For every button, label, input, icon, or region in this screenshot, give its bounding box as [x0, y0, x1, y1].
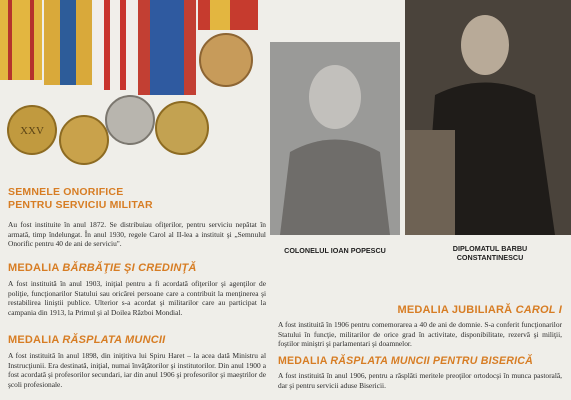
title-plain: MEDALIA	[8, 262, 63, 274]
title-italic: CAROL I	[515, 304, 562, 316]
title-plain: MEDALIA	[278, 355, 331, 367]
caption-line: DIPLOMATUL BARBU	[452, 244, 528, 253]
portrait-diplomat-photo	[405, 0, 571, 235]
caption-photo2	[420, 244, 560, 262]
section-title-biserica	[278, 355, 564, 367]
medals-image	[0, 0, 270, 175]
section-title-jubiliara	[278, 304, 562, 316]
title-italic: BĂRBĂŢIE ŞI CREDINŢĂ	[62, 262, 197, 274]
title-italic: RĂSPLATA MUNCII	[62, 334, 166, 346]
section-title-barbatie	[8, 262, 197, 274]
title-plain: MEDALIA JUBILIARĂ	[397, 304, 516, 316]
section-body-jubiliara: A fost instituită în 1906 pentru comemorarea a 40 de ani de domnie. S-a conferit funcţionarilor Statului în funcţie, militarilor de orice grad în activitate, disponibilitate, rezervă şi miliţii, foştilor miniştri şi parlamentari şi doamnelor.	[278, 320, 562, 349]
title-italic: RĂSPLATA MUNCII PENTRU BISERICĂ	[330, 355, 533, 367]
section-title-rasplata	[8, 334, 165, 346]
medals-illustration	[0, 0, 270, 175]
caption-line: CONSTANTINESCU	[456, 253, 524, 262]
section-body-rasplata: A fost instituită în anul 1898, din iniţitiva lui Spiru Haret – la acea dată Ministru al Instrucţiunii. Era destinată, iniţial, numai învăţătorilor şi institutorilor. Din anul 1900 a fost acordată şi profesorilor secundari, iar din anul 1906 şi profesorilor şi maeştrilor de şcoli profesionale.	[8, 351, 266, 389]
section-title-line: SEMNELE ONORIFICE	[8, 186, 124, 198]
svg-text:XXV: XXV	[20, 125, 44, 137]
portrait-colonel-photo	[270, 42, 400, 235]
section-body-barbatie: A fost instituită în anul 1903, iniţial pentru a fi acordată ofiţerilor şi agenţilor de poliţie, funcţionarilor Statului sau oricărei persoane care a contribuit la menţinerea şi restabilirea liniştii publice. Ulterior s-a acordat şi militarilor care au participat la campania din 1913, la Primul şi al Doilea Război Mondial.	[8, 279, 266, 317]
section-body-military-honors: Au fost instituite în anul 1872. Se distribuiau ofiţerilor, pentru serviciu nepătat în armată, timp îndelungat. În anul 1930, regele Carol al II-lea a instituit şi „Semnulul Onorific pentru 40 de ani de serviciu".	[8, 220, 266, 249]
caption-photo1: COLONELUL IOAN POPESCU	[284, 246, 386, 255]
section-title-military-honors	[8, 186, 153, 212]
section-title-line: PENTRU SERVICIU MILITAR	[8, 199, 153, 211]
title-plain: MEDALIA	[8, 334, 63, 346]
section-body-biserica: A fost instituită în anul 1906, pentru a răsplăti meritele preoţilor ortodocşi în munca pastorală, dar şi pentru servicii aduse Bisericii.	[278, 371, 562, 390]
